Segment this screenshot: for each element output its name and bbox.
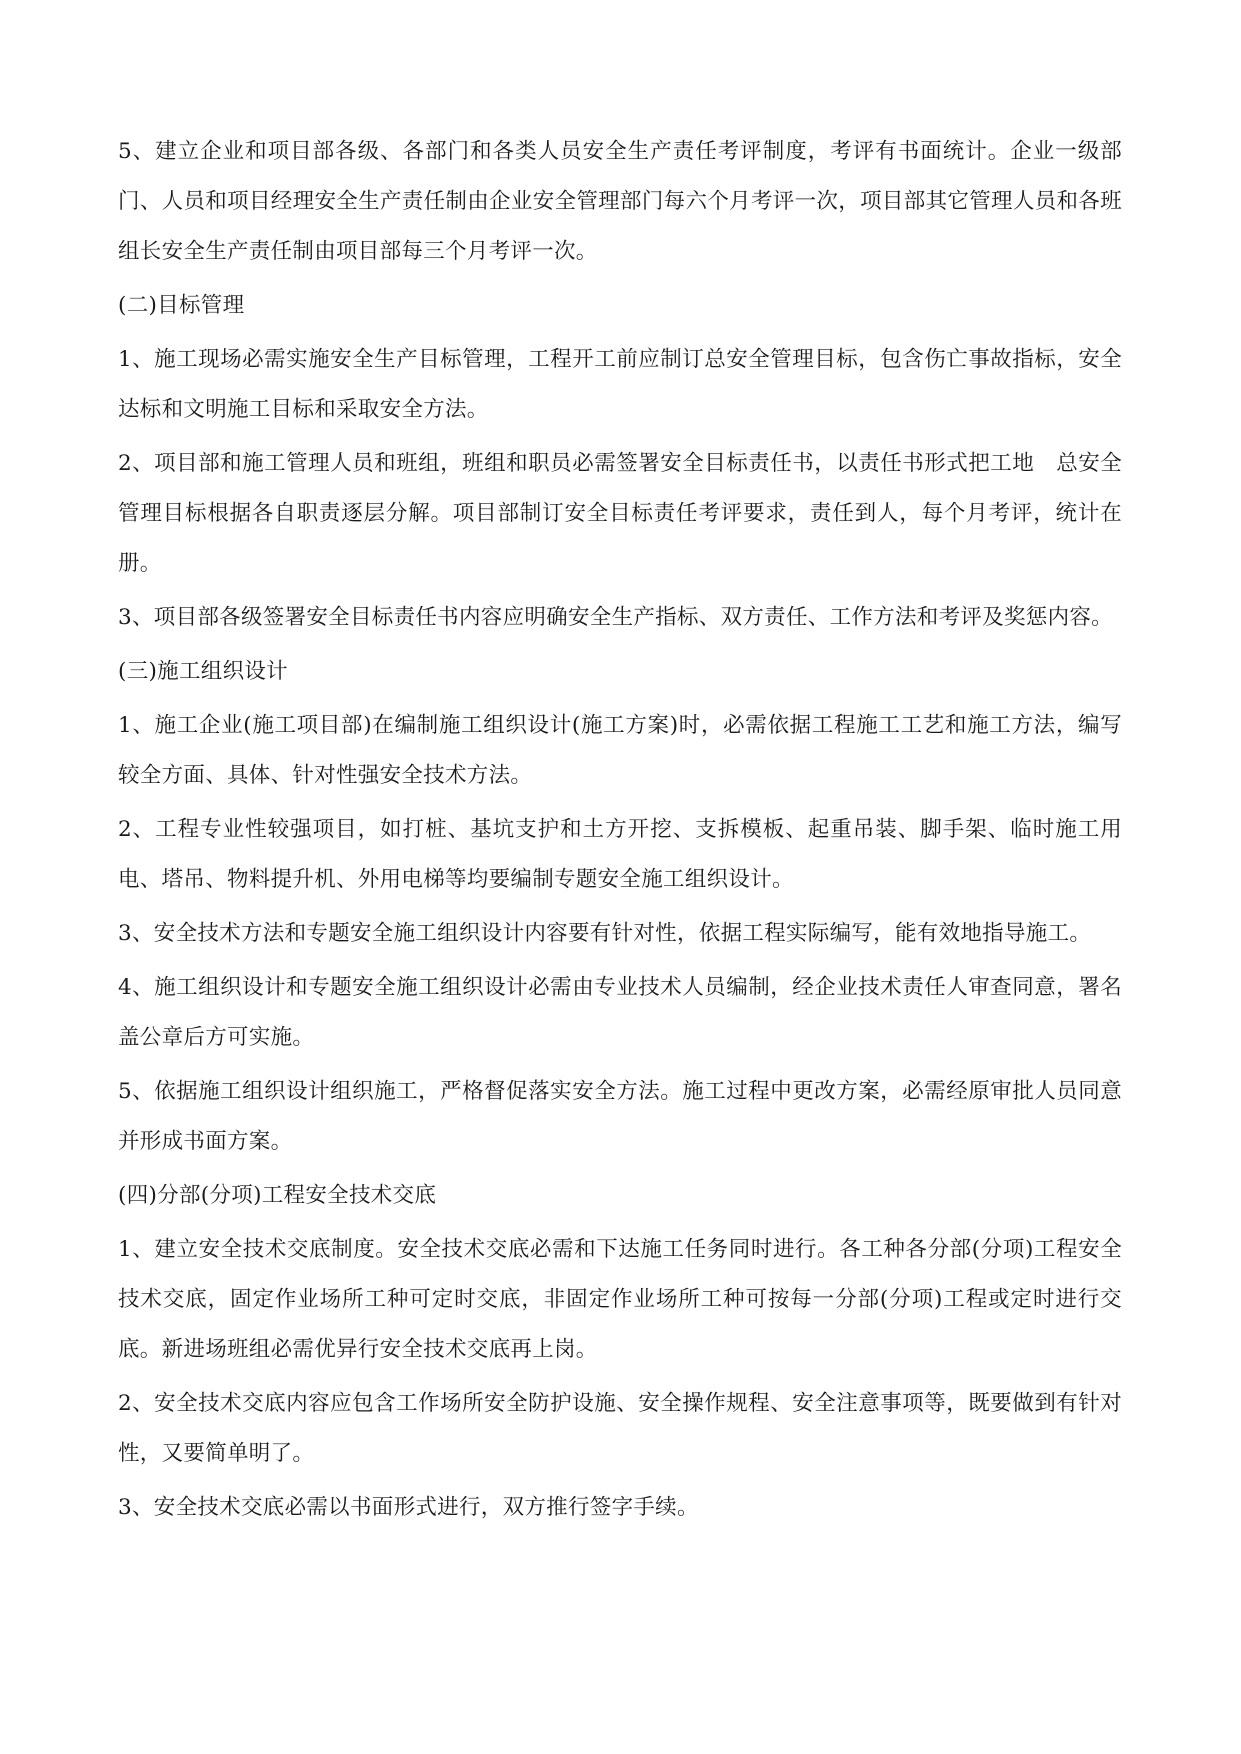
paragraph-1-target-management: 1、施工现场必需实施安全生产目标管理，工程开工前应制订总安全管理目标，包含伤亡事故指标，安全达标和文明施工目标和采取安全方法。 [118, 347, 1122, 422]
paragraph-2-disclosure-content: 2、安全技术交底内容应包含工作场所安全防护设施、安全操作规程、安全注意事项等，既要做到有针对性，又要简单明了。 [118, 1391, 1122, 1466]
paragraph-5-responsibility-review: 5、建立企业和项目部各级、各部门和各类人员安全生产责任考评制度，考评有书面统计。企业一级部门、人员和项目经理安全生产责任制由企业安全管理部门每六个月考评一次，项目部其它管理人员和各班组长安全生产责任制由项目部每三个月考评一次。 [118, 139, 1122, 264]
section-heading-construction-design: (三)施工组织设计 [118, 659, 288, 684]
paragraph-4-design-approval: 4、施工组织设计和专题安全施工组织设计必需由专业技术人员编制，经企业技术责任人审查同意，署名盖公章后方可实施。 [118, 975, 1122, 1050]
paragraph-1-construction-design: 1、施工企业(施工项目部)在编制施工组织设计(施工方案)时，必需依据工程施工工艺和施工方法，编写较全方面、具体、针对性强安全技术方法。 [118, 713, 1122, 788]
section-heading-technical-disclosure: (四)分部(分项)工程安全技术交底 [118, 1183, 437, 1208]
document-page [118, 127, 1122, 1537]
paragraph-3-design-targeting: 3、安全技术方法和专题安全施工组织设计内容要有针对性，依据工程实际编写，能有效地指导施工。 [118, 921, 1092, 946]
paragraph-2-special-design: 2、工程专业性较强项目，如打桩、基坑支护和土方开挖、支拆模板、起重吊装、脚手架、临时施工用电、塔吊、物料提升机、外用电梯等均要编制专题安全施工组织设计。 [118, 817, 1122, 892]
paragraph-3-disclosure-written: 3、安全技术交底必需以书面形式进行，双方推行签字手续。 [118, 1495, 699, 1520]
paragraph-1-disclosure-system: 1、建立安全技术交底制度。安全技术交底必需和下达施工任务同时进行。各工种各分部(分项)工程安全技术交底，固定作业场所工种可定时交底，非固定作业场所工种可按每一分部(分项)工程或定时进行交底。新进场班组必需优异行安全技术交底再上岗。 [118, 1237, 1122, 1362]
section-heading-target-management: (二)目标管理 [118, 293, 245, 318]
paragraph-5-design-implementation: 5、依据施工组织设计组织施工，严格督促落实安全方法。施工过程中更改方案，必需经原审批人员同意并形成书面方案。 [118, 1079, 1122, 1154]
paragraph-2-target-responsibility: 2、项目部和施工管理人员和班组，班组和职员必需签署安全目标责任书，以责任书形式把工地 总安全管理目标根据各自职责逐层分解。项目部制订安全目标责任考评要求，责任到人，每个月考评，统计在册。 [118, 451, 1122, 576]
paragraph-3-target-content: 3、项目部各级签署安全目标责任书内容应明确安全生产指标、双方责任、工作方法和考评及奖惩内容。 [118, 605, 1113, 630]
